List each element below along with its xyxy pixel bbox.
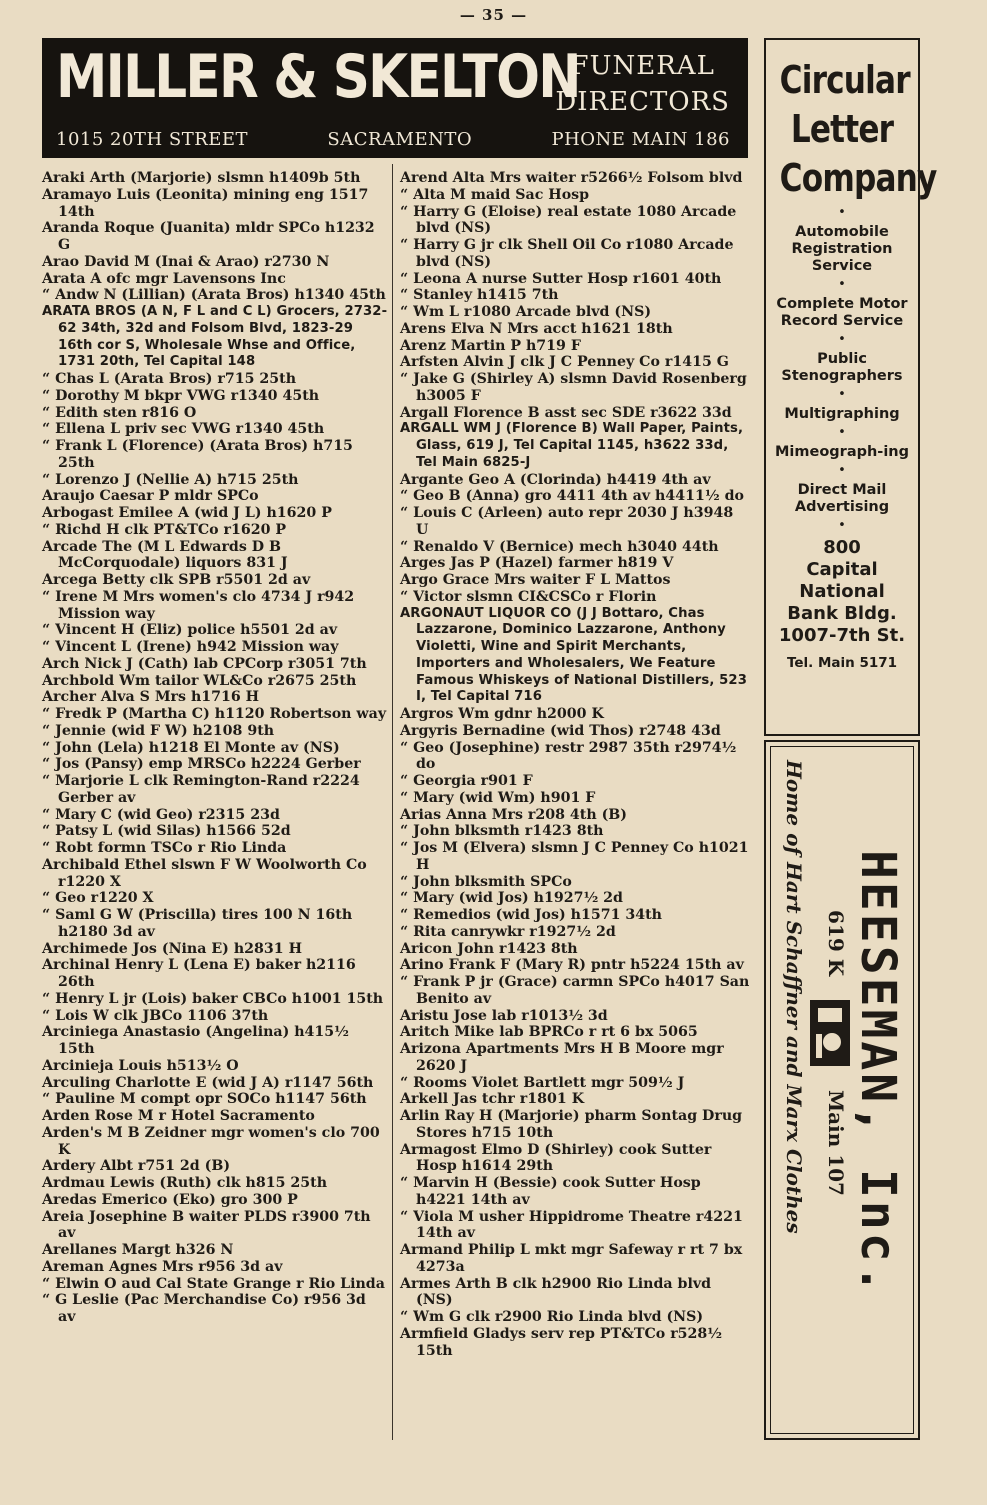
service-item: Multigraphing: [784, 406, 900, 422]
directory-listing: Argante Geo A (Clorinda) h4419 4th av: [400, 471, 711, 488]
directory-listing: Arbogast Emilee A (wid J L) h1620 P: [42, 505, 332, 521]
directory-listing: “ Wm L r1080 Arcade blvd (NS): [400, 304, 652, 320]
firm-city: SACRAMENTO: [327, 129, 473, 150]
directory-listing: “ Leona A nurse Sutter Hosp r1601 40th: [400, 270, 722, 287]
firm-contact-line: [56, 129, 730, 150]
directory-listing: Aristu Jose lab r1013½ 3d: [400, 1007, 608, 1024]
directory-listing: “ Jos M (Elvera) slsmn J C Penney Co h1021 H: [400, 840, 749, 873]
directory-listing: “ Jos (Pansy) emp MRSCo h2224 Gerber: [42, 756, 361, 773]
directory-listing: Armes Arth B clk h2900 Rio Linda blvd (NS): [400, 1275, 711, 1309]
directory-listing: “ Louis C (Arleen) auto repr 2030 J h3948 U: [400, 505, 734, 538]
directory-listing: Aritch Mike lab BPRCo r rt 6 bx 5065: [400, 1024, 698, 1041]
directory-listing: “ Lorenzo J (Nellie A) h715 25th: [42, 471, 299, 488]
directory-listing: Aricon John r1423 8th: [400, 940, 578, 957]
miller-skelton-ad: [42, 38, 748, 158]
directory-listing: Arfsten Alvin J clk J C Penney Co r1415 G: [400, 354, 729, 371]
directory-listing: Arculing Charlotte E (wid J A) r1147 56th: [42, 1074, 374, 1091]
directory-listing: “ Jennie (wid F W) h2108 9th: [42, 722, 275, 739]
bullet-icon: •: [838, 205, 846, 220]
page-number: — 35 —: [459, 6, 528, 24]
heeseman-phone: Main 107: [824, 1090, 848, 1196]
directory-listing: “ Richd H clk PT&TCo r1620 P: [42, 521, 287, 538]
service-item: Public Stenographers: [781, 351, 903, 384]
directory-listing: “ Mary (wid Jos) h1927½ 2d: [400, 890, 623, 907]
directory-listing: Arend Alta Mrs waiter r5266½ Folsom blvd: [400, 170, 743, 186]
bullet-icon: •: [838, 518, 846, 533]
directory-listing: Arens Elva N Mrs acct h1621 18th: [400, 320, 673, 337]
directory-listing: “ Irene M Mrs women's clo 4734 J r942 Mission way: [42, 588, 355, 622]
heeseman-slogan: Home of Hart Schaffner and Marx Clothes: [782, 760, 806, 1234]
directory-listing: Aranda Roque (Juanita) mldr SPCo h1232 G: [42, 220, 375, 253]
address-line: Capital: [806, 559, 878, 580]
directory-listing: Argo Grace Mrs waiter F L Mattos: [400, 572, 671, 588]
directory-listing: “ Mary C (wid Geo) r2315 23d: [42, 806, 280, 823]
directory-listing: “ Geo (Josephine) restr 2987 35th r2974½ do: [400, 739, 737, 773]
directory-listing: “ Mary (wid Wm) h901 F: [400, 789, 596, 806]
circular-phone: Tel. Main 5171: [786, 655, 898, 671]
directory-listing: “ Patsy L (wid Silas) h1566 52d: [42, 823, 291, 840]
directory-listing: “ Remedios (wid Jos) h1571 34th: [400, 907, 662, 923]
directory-listing: “ Robt formn TSCo r Rio Linda: [42, 840, 287, 856]
directory-listing: “ Fredk P (Martha C) h1120 Robertson way: [42, 706, 387, 722]
directory-listing: “ Lois W clk JBCo 1106 37th: [42, 1007, 269, 1024]
directory-listing: Ardmau Lewis (Ruth) clk h815 25th: [42, 1175, 328, 1191]
heeseman-logo-icon: [806, 998, 854, 1068]
firm-name: MILLER & SKELTON: [56, 42, 580, 112]
directory-listing: Arciniega Anastasio (Angelina) h415½ 15th: [42, 1024, 349, 1057]
service-item: Mimeograph-ing: [774, 444, 909, 460]
directory-listing: “ Frank P jr (Grace) carmn SPCo h4017 San Benito av: [400, 974, 750, 1007]
bullet-icon: •: [838, 387, 846, 402]
directory-listing: Archbold Wm tailor WL&Co r2675 25th: [42, 672, 357, 689]
title-line: Company: [779, 156, 937, 200]
directory-listing: “ Harry G (Eloise) real estate 1080 Arcade blvd (NS): [400, 203, 737, 237]
circular-letter-ad: [764, 38, 937, 736]
directory-listing: Arkell Jas tchr r1801 K: [400, 1091, 585, 1108]
directory-listing: Archer Alva S Mrs h1716 H: [42, 689, 260, 706]
directory-listing-bold: ARGALL WM J (Florence B) Wall Paper, Paints, Glass, 619 J, Tel Capital 1145, h3622 33d, Tel Main 6825-J: [400, 421, 744, 470]
title-line: Circular: [779, 58, 910, 102]
address-line: 800: [823, 537, 861, 558]
directory-listing: “ Saml G W (Priscilla) tires 100 N 16th h2180 3d av: [42, 907, 353, 940]
directory-listing: Arcinieja Louis h513½ O: [42, 1057, 239, 1074]
directory-listing: “ Rita canrywkr r1927½ 2d: [400, 923, 616, 940]
directory-listing: Araki Arth (Marjorie) slsmn h1409b 5th: [42, 170, 361, 186]
directory-listing: Areia Josephine B waiter PLDS r3900 7th av: [42, 1208, 371, 1242]
directory-listing-bold: ARGONAUT LIQUOR CO (J J Bottaro, Chas Lazzarone, Dominico Lazzarone, Anthony Violetti, Wine and Spirit Merchants, Importers and Wholesalers, We Feature Famous Whiskeys of National Distillers, 523 I, Tel Capital 716: [400, 605, 747, 705]
tagline-line-2: DIRECTORS: [555, 87, 730, 117]
directory-listing: Armagost Elmo D (Shirley) cook Sutter Hosp h1614 29th: [400, 1141, 712, 1175]
directory-listing: Armfield Gladys serv rep PT&TCo r528½ 15th: [400, 1325, 723, 1359]
directory-listing: “ Marvin H (Bessie) cook Sutter Hosp h4221 14th av: [400, 1175, 701, 1208]
directory-listing: “ John (Lela) h1218 El Monte av (NS): [42, 739, 340, 756]
directory-listing: “ Wm G clk r2900 Rio Linda blvd (NS): [400, 1309, 704, 1325]
directory-listing: “ Chas L (Arata Bros) r715 25th: [42, 371, 297, 387]
directory-listing: “ Jake G (Shirley A) slsmn David Rosenberg h3005 F: [400, 371, 747, 404]
directory-listing: Arden's M B Zeidner mgr women's clo 700 K: [42, 1124, 380, 1158]
directory-listing: “ Stanley h1415 7th: [400, 287, 559, 304]
bullet-icon: •: [838, 425, 846, 440]
address-line: 1007-7th St.: [778, 625, 906, 646]
bullet-icon: •: [838, 277, 846, 292]
directory-listing: Arata A ofc mgr Lavensons Inc: [42, 270, 286, 287]
directory-listing: “ Renaldo V (Bernice) mech h3040 44th: [400, 538, 719, 555]
circular-letter-title: [779, 56, 937, 203]
directory-listing: Argros Wm gdnr h2000 K: [400, 706, 604, 722]
directory-listing: Arao David M (Inai & Arao) r2730 N: [42, 253, 330, 270]
directory-listing: Aramayo Luis (Leonita) mining eng 1517 14th: [42, 186, 369, 220]
bullet-icon: •: [838, 332, 846, 347]
directory-listing: Argall Florence B asst sec SDE r3622 33d: [400, 404, 732, 421]
directory-listing: “ Dorothy M bkpr VWG r1340 45th: [42, 387, 320, 404]
directory-listing: Arch Nick J (Cath) lab CPCorp r3051 7th: [42, 655, 367, 672]
directory-listing: Archimede Jos (Nina E) h2831 H: [42, 940, 302, 957]
firm-tagline: [555, 48, 730, 120]
directory-listing: Araujo Caesar P mldr SPCo: [42, 488, 259, 505]
directory-listing: Areman Agnes Mrs r956 3d av: [42, 1258, 283, 1275]
directory-listing: “ Vincent H (Eliz) police h5501 2d av: [42, 622, 338, 639]
circular-address: [766, 537, 918, 647]
directory-listing: Arino Frank F (Mary R) pntr h5224 15th av: [400, 957, 744, 974]
column-divider: [392, 164, 393, 1440]
directory-listing: Arges Jas P (Hazel) farmer h819 V: [400, 555, 674, 572]
heeseman-name: HEESEMAN, Inc.: [850, 850, 906, 1297]
directory-listing: Arias Anna Mrs r208 4th (B): [400, 806, 627, 823]
directory-listing: Archinal Henry L (Lena E) baker h2116 26th: [42, 957, 356, 990]
directory-listing: “ Vincent L (Irene) h942 Mission way: [42, 639, 339, 655]
directory-listing: “ John blksmith SPCo: [400, 873, 572, 890]
directory-listing: “ Henry L jr (Lois) baker CBCo h1001 15th: [42, 990, 384, 1007]
tagline-line-1: FUNERAL: [570, 51, 715, 81]
directory-listing: Armand Philip L mkt mgr Safeway r rt 7 bx 4273a: [400, 1242, 743, 1275]
directory-listing: “ Pauline M compt opr SOCo h1147 56th: [42, 1091, 367, 1108]
title-line: Letter: [790, 107, 894, 151]
directory-listing: Arlin Ray H (Marjorie) pharm Sontag Drug Stores h715 10th: [400, 1108, 743, 1141]
directory-listing: “ G Leslie (Pac Merchandise Co) r956 3d av: [42, 1292, 366, 1325]
directory-listing: “ Geo B (Anna) gro 4411 4th av h4411½ do: [400, 488, 744, 505]
directory-listing: “ Victor slsmn CI&CSCo r Florin: [400, 588, 657, 605]
directory-column-left: [42, 170, 388, 1326]
directory-listing: Arellanes Margt h326 N: [42, 1242, 234, 1258]
directory-listing: “ John blksmth r1423 8th: [400, 823, 604, 840]
directory-listing: Argyris Bernadine (wid Thos) r2748 43d: [400, 722, 721, 739]
directory-listing: “ Harry G jr clk Shell Oil Co r1080 Arcade blvd (NS): [400, 237, 734, 270]
directory-listing: Arcade The (M L Edwards D B McCorquodale) liquors 831 J: [42, 538, 288, 572]
address-line: National: [799, 581, 885, 602]
directory-listing: Aredas Emerico (Eko) gro 300 P: [42, 1191, 298, 1208]
directory-listing: Arenz Martin P h719 F: [400, 337, 581, 354]
address-line: Bank Bldg.: [787, 603, 897, 624]
bullet-icon: •: [838, 463, 846, 478]
directory-listing: “ Alta M maid Sac Hosp: [400, 186, 590, 203]
directory-listing: “ Frank L (Florence) (Arata Bros) h715 25th: [42, 438, 353, 471]
firm-address: 1015 20TH STREET: [56, 129, 249, 150]
directory-listing: Arden Rose M r Hotel Sacramento: [42, 1108, 315, 1124]
directory-listing: Ardery Albt r751 2d (B): [42, 1158, 231, 1175]
directory-listing: Arizona Apartments Mrs H B Moore mgr 2620 J: [400, 1041, 724, 1074]
directory-column-right: [400, 170, 750, 1359]
heeseman-address: 619 K: [824, 910, 848, 977]
directory-listing: “ Edith sten r816 O: [42, 404, 197, 421]
directory-listing: “ Rooms Violet Bartlett mgr 509½ J: [400, 1074, 685, 1091]
service-item: Automobile Registration Service: [791, 224, 893, 274]
directory-listing: “ Ellena L priv sec VWG r1340 45th: [42, 421, 325, 438]
heeseman-ad: [764, 740, 920, 1440]
directory-listing: Archibald Ethel slswn F W Woolworth Co r1220 X: [42, 856, 367, 890]
heeseman-rotated-content: [772, 750, 912, 1430]
directory-listing: “ Andw N (Lillian) (Arata Bros) h1340 45th: [42, 287, 386, 304]
directory-listing: “ Georgia r901 F: [400, 773, 533, 789]
service-item: Complete Motor Record Service: [776, 296, 908, 329]
service-item: Direct Mail Advertising: [794, 482, 890, 515]
directory-listing-bold: ARATA BROS (A N, F L and C L) Grocers, 2732-62 34th, 32d and Folsom Blvd, 1823-29 16th cor S, Wholesale Whse and Office, 1731 20th, Tel Capital 148: [42, 304, 388, 370]
directory-listing: Arcega Betty clk SPB r5501 2d av: [42, 572, 311, 588]
firm-phone: PHONE MAIN 186: [551, 129, 730, 150]
directory-listing: “ Geo r1220 X: [42, 890, 154, 907]
directory-listing: “ Viola M usher Hippidrome Theatre r4221 14th av: [400, 1208, 743, 1242]
directory-listing: “ Marjorie L clk Remington-Rand r2224 Gerber av: [42, 773, 360, 806]
directory-listing: “ Elwin O aud Cal State Grange r Rio Linda: [42, 1275, 385, 1292]
